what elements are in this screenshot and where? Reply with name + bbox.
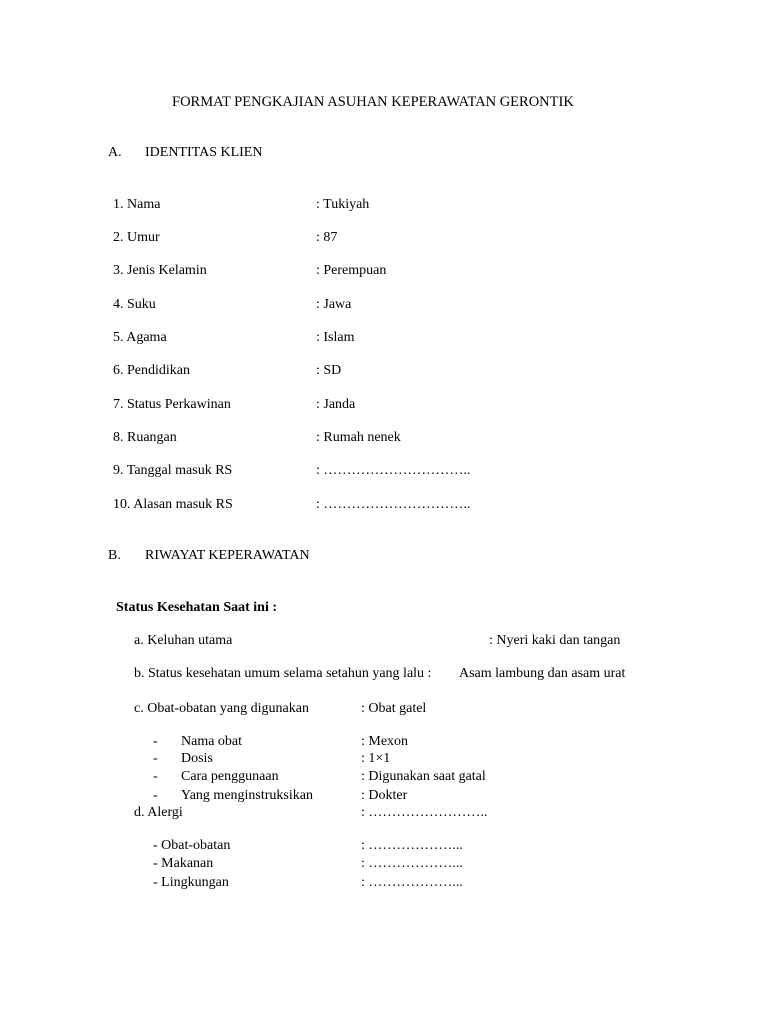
- identity-value: : Perempuan: [316, 263, 387, 278]
- section-a-letter: A.: [108, 145, 122, 160]
- page-title: FORMAT PENGKAJIAN ASUHAN KEPERAWATAN GERONTIK: [172, 94, 574, 110]
- list-bullet: -: [153, 734, 158, 749]
- obat-detail-label: Dosis: [181, 751, 213, 766]
- list-bullet: -: [153, 751, 158, 766]
- list-bullet: -: [153, 769, 158, 784]
- identity-value: : …………………………..: [316, 463, 471, 478]
- identity-label: 4. Suku: [113, 297, 156, 312]
- alergi-value: : ……………………..: [361, 805, 488, 820]
- obat-detail-label: Cara penggunaan: [181, 769, 279, 784]
- alergi-detail-label: - Lingkungan: [153, 875, 229, 890]
- keluhan-label: a. Keluhan utama: [134, 633, 233, 648]
- status-umum-label: b. Status kesehatan umum selama setahun yang lalu :: [134, 666, 432, 681]
- identity-label: 7. Status Perkawinan: [113, 397, 231, 412]
- identity-label: 8. Ruangan: [113, 430, 177, 445]
- obat-detail-value: : Mexon: [361, 734, 409, 749]
- obat-detail-label: Nama obat: [181, 734, 243, 749]
- alergi-label: d. Alergi: [134, 805, 183, 820]
- identity-label: 1. Nama: [113, 197, 161, 212]
- obat-label: c. Obat-obatan yang digunakan: [134, 701, 309, 716]
- alergi-detail-label: - Makanan: [153, 856, 214, 871]
- identity-value: : Islam: [316, 330, 355, 345]
- status-kesehatan-subheading: Status Kesehatan Saat ini :: [116, 600, 278, 615]
- alergi-detail-label: - Obat-obatan: [153, 838, 231, 853]
- identity-label: 5. Agama: [113, 330, 167, 345]
- obat-value: : Obat gatel: [361, 701, 427, 716]
- keluhan-value: : Nyeri kaki dan tangan: [489, 633, 621, 648]
- identity-value: : Tukiyah: [316, 197, 370, 212]
- identity-value: : 87: [316, 230, 338, 245]
- obat-detail-value: : Digunakan saat gatal: [361, 769, 486, 784]
- section-b-letter: B.: [108, 548, 121, 563]
- identity-value: : Jawa: [316, 297, 352, 312]
- status-umum-value: Asam lambung dan asam urat: [459, 666, 626, 681]
- obat-detail-label: Yang menginstruksikan: [181, 788, 313, 803]
- identity-value: : …………………………..: [316, 497, 471, 512]
- identity-label: 6. Pendidikan: [113, 363, 190, 378]
- identity-label: 3. Jenis Kelamin: [113, 263, 207, 278]
- obat-detail-value: : Dokter: [361, 788, 408, 803]
- alergi-detail-value: : ………………...: [361, 856, 463, 871]
- obat-detail-value: : 1×1: [361, 751, 391, 766]
- identity-value: : SD: [316, 363, 342, 378]
- list-bullet: -: [153, 788, 158, 803]
- identity-label: 10. Alasan masuk RS: [113, 497, 233, 512]
- identity-value: : Rumah nenek: [316, 430, 401, 445]
- section-b-heading: RIWAYAT KEPERAWATAN: [145, 548, 310, 563]
- identity-value: : Janda: [316, 397, 356, 412]
- identity-label: 9. Tanggal masuk RS: [113, 463, 233, 478]
- alergi-detail-value: : ………………...: [361, 838, 463, 853]
- section-a-heading: IDENTITAS KLIEN: [145, 145, 263, 160]
- alergi-detail-value: : ………………...: [361, 875, 463, 890]
- identity-label: 2. Umur: [113, 230, 160, 245]
